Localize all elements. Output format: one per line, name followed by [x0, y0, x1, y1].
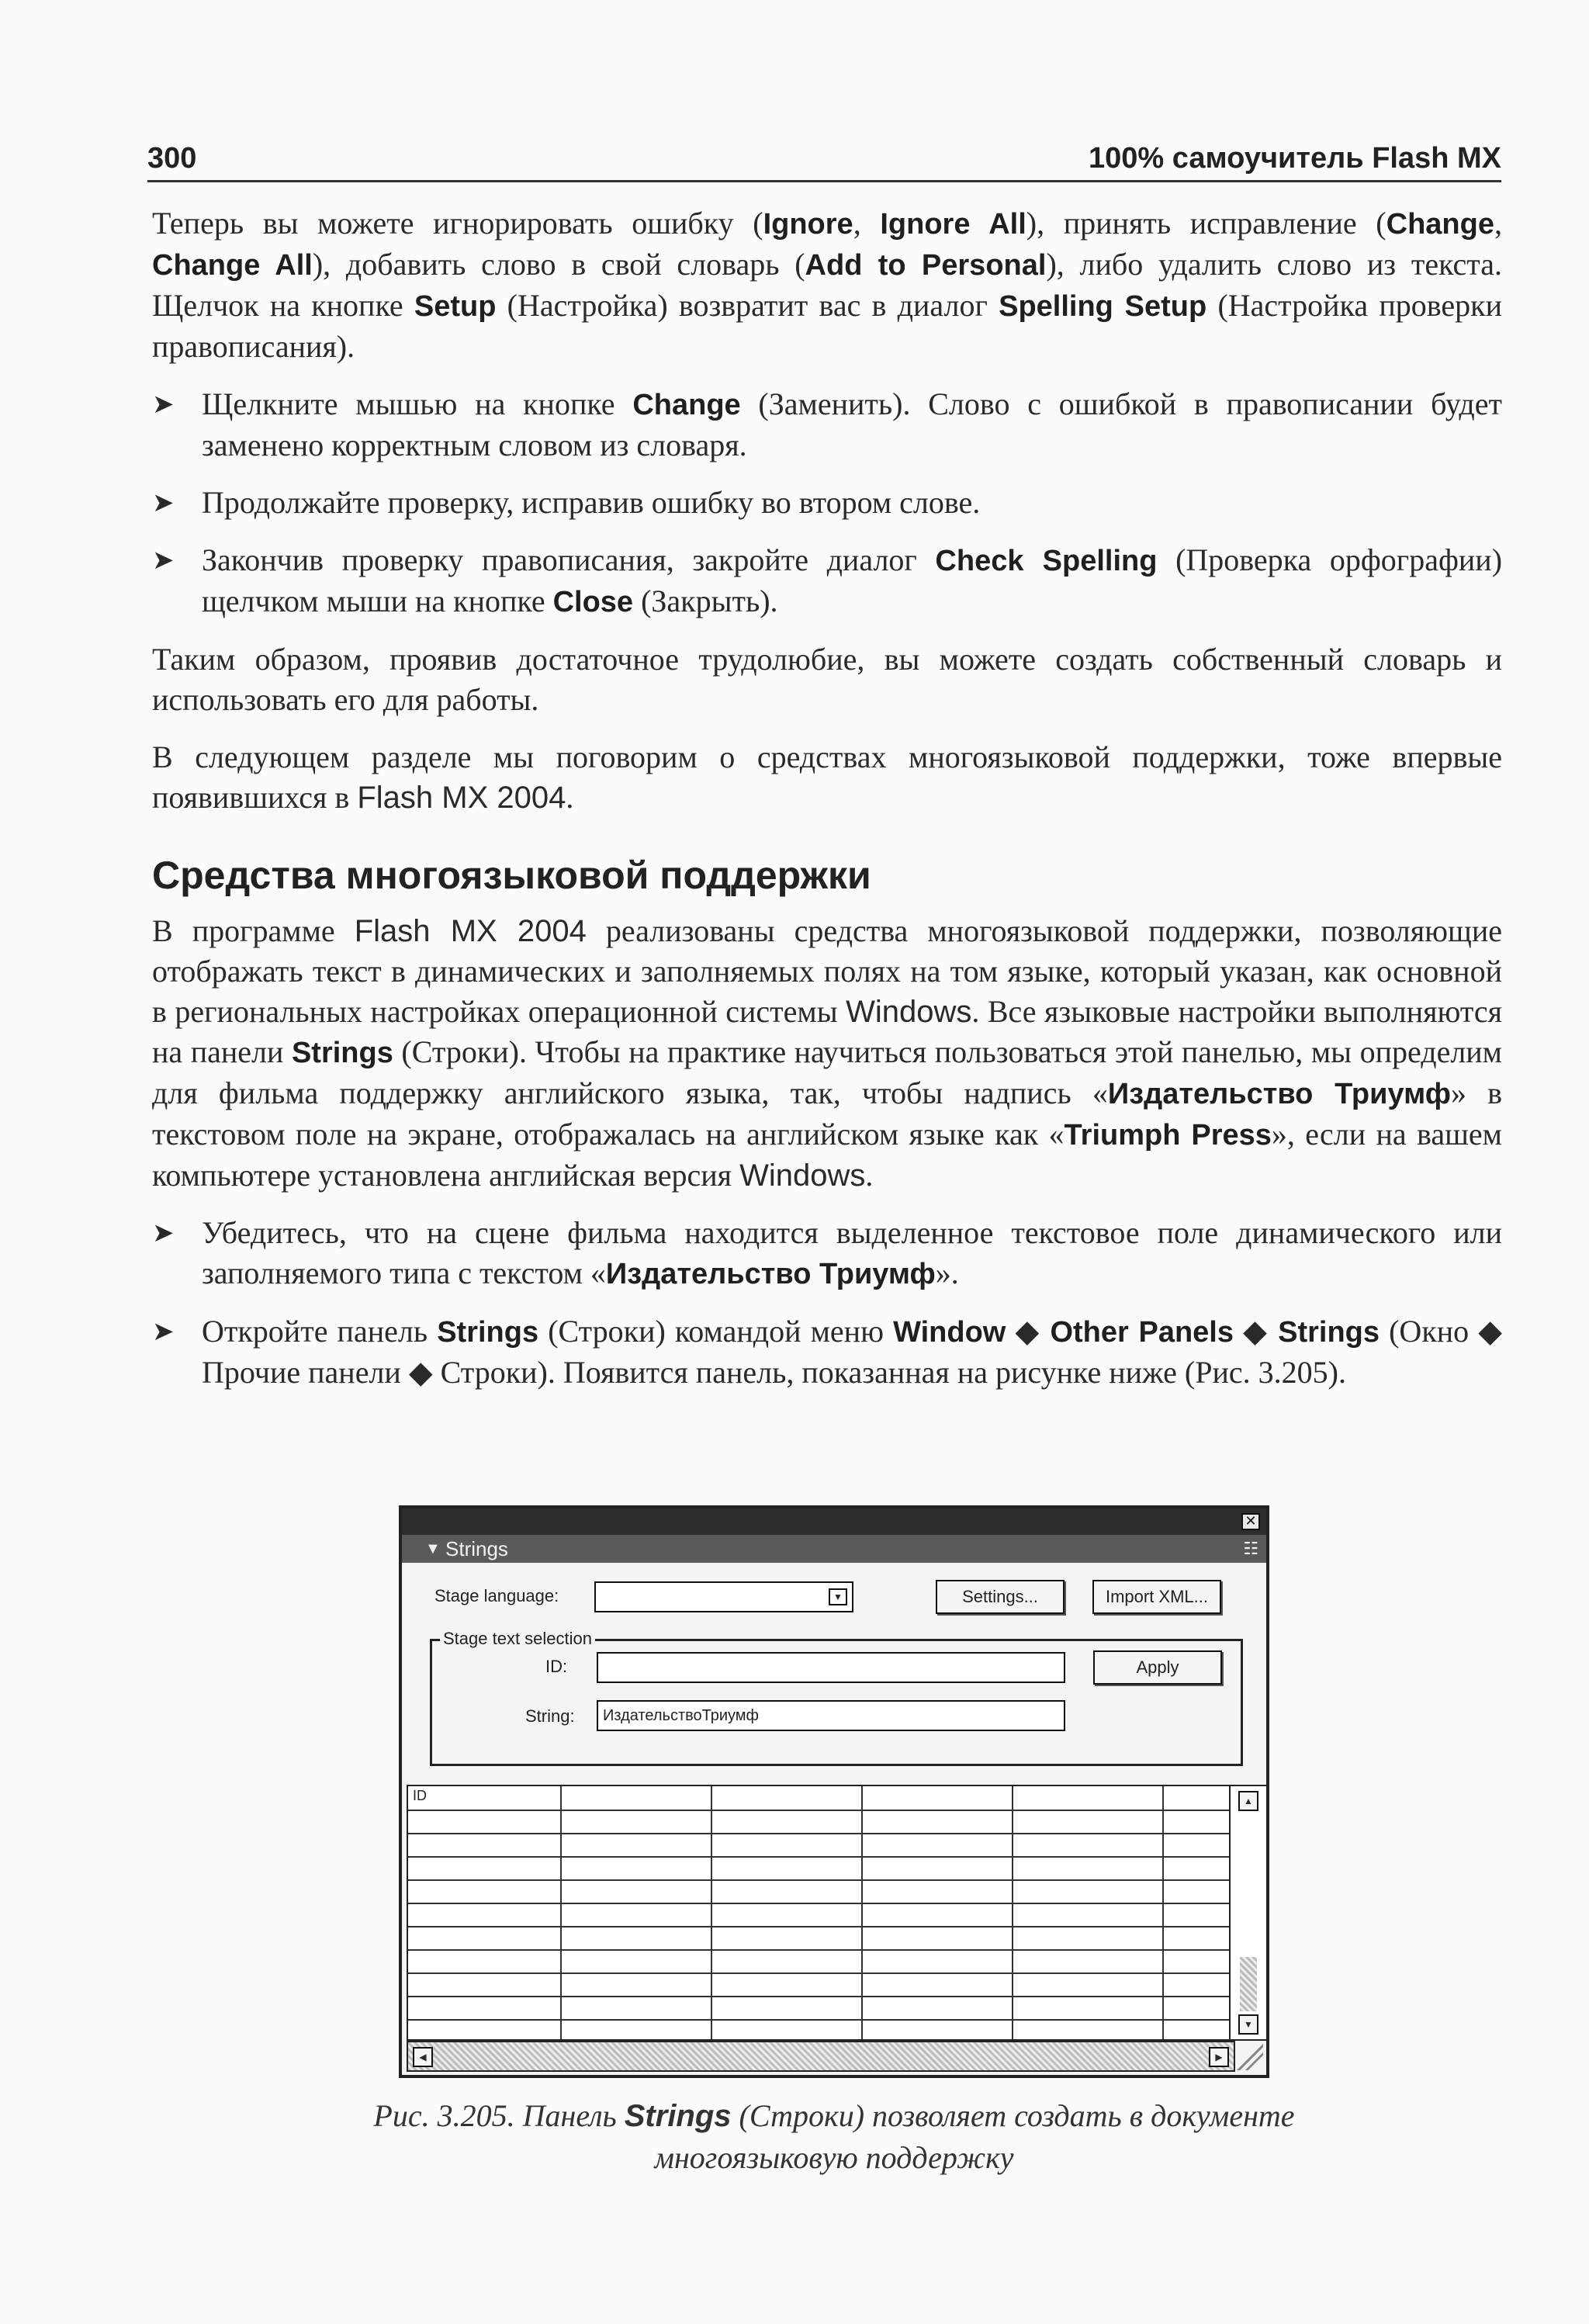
table-row[interactable]	[408, 1879, 1231, 1904]
column-divider	[1162, 1786, 1164, 2039]
collapse-triangle-icon[interactable]: ▼	[425, 1540, 441, 1557]
id-input[interactable]	[597, 1652, 1065, 1683]
bullet-change: ➤ Щелкните мышью на кнопке Change (Заменить). Слово с ошибкой в правописании будет заменено корректным словом из словаря.	[152, 384, 1502, 466]
stage-language-select[interactable]	[594, 1581, 853, 1612]
bullet-arrow-icon: ➤	[152, 389, 175, 420]
bullet-arrow-icon: ➤	[152, 1316, 175, 1347]
bullet-arrow-icon: ➤	[152, 1217, 175, 1249]
table-row[interactable]	[408, 1903, 1231, 1927]
vertical-scrollbar[interactable]	[1229, 1786, 1266, 2039]
section-title: Средства многоязыковой поддержки	[152, 854, 871, 897]
paragraph-next-section: В следующем разделе мы поговорим о средствах многоязыковой поддержки, тоже впервые появившихся в Flash MX 2004.	[152, 739, 1502, 815]
table-row[interactable]	[408, 1996, 1231, 2021]
bullet-arrow-icon: ➤	[152, 545, 175, 576]
table-row[interactable]	[408, 1833, 1231, 1858]
bullet-continue: ➤ Продолжайте проверку, исправив ошибку во втором слове.	[152, 483, 1502, 523]
bullet-open-panel: ➤ Откройте панель Strings (Строки) командой меню Window ◆ Other Panels ◆ Strings (Окно ◆ Прочие панели ◆ Строки). Появится панель, показанная на рисунке ниже (Рис. 3.205).	[152, 1311, 1502, 1393]
paragraph-summary: Таким образом, проявив достаточное трудолюбие, вы можете создать собственный словарь и использовать его для работы.	[152, 642, 1502, 717]
table-row[interactable]	[408, 1856, 1231, 1881]
stage-text-selection-group	[430, 1629, 1243, 1766]
stage-language-label: Stage language:	[434, 1586, 559, 1605]
settings-button[interactable]: Settings...	[936, 1580, 1065, 1614]
table-row[interactable]	[408, 1949, 1231, 1974]
paragraph-multilingual: В программе Flash MX 2004 реализованы средства многоязыковой поддержки, позволяющие отображать текст в динамических и заполняемых полях на том языке, который указан, как основной в региональных настройках операционной системы Windows. Все языковые настройки выполняются на панели Strings (Строки). Чтобы на практике научиться пользоваться этой панелью, мы определим для фильма поддержку английского языка, так, чтобы надпись «Издательство Триумф» в текстовом поле на экране, отображалась на английском языке как «Triumph Press», если на вашем компьютере установлена английская версия Windows.	[152, 913, 1503, 1193]
running-title: 100% самоучитель Flash MX	[1089, 142, 1501, 175]
apply-button[interactable]: Apply	[1093, 1650, 1222, 1685]
scroll-down-icon[interactable]: ▼	[1238, 2014, 1258, 2035]
scroll-thumb[interactable]	[1240, 1957, 1257, 2011]
column-divider	[560, 1786, 562, 2039]
table-row[interactable]	[408, 1972, 1231, 1997]
page-body	[152, 203, 1502, 1410]
strings-panel-figure	[399, 1505, 1269, 2078]
group-label: Stage text selection	[440, 1629, 595, 1649]
column-divider	[711, 1786, 712, 2039]
paragraph-spelling-options: Теперь вы можете игнорировать ошибку (Ignore, Ignore All), принять исправление (Change, Change All), добавить слово в свой словарь (Add to Personal), либо удалить слово из текста. Щелчок на кнопке Setup (Настройка) возвратит вас в диалог Spelling Setup (Настройка проверки правописания).	[152, 206, 1502, 364]
scroll-left-icon[interactable]: ◀	[413, 2047, 433, 2067]
import-xml-button[interactable]: Import XML...	[1092, 1580, 1221, 1614]
panel-header[interactable]	[402, 1535, 1266, 1563]
resize-grip-icon[interactable]	[1237, 2044, 1263, 2070]
table-row[interactable]	[408, 1926, 1231, 1951]
bullet-close-dialog: ➤ Закончив проверку правописания, закройте диалог Check Spelling (Проверка орфографии) щелчком мыши на кнопке Close (Закрыть).	[152, 540, 1502, 622]
scroll-up-icon[interactable]: ▲	[1238, 1791, 1258, 1811]
scroll-right-icon[interactable]: ▶	[1209, 2047, 1229, 2067]
id-label: ID:	[545, 1657, 568, 1676]
table-header-row	[408, 1786, 1231, 1811]
panel-title: Strings	[445, 1537, 508, 1560]
close-icon[interactable]: ✕	[1241, 1513, 1260, 1530]
panel-titlebar	[402, 1508, 1266, 1535]
column-divider	[861, 1786, 863, 2039]
page-number: 300	[147, 142, 197, 175]
string-input[interactable]: ИздательствоТриумф	[597, 1700, 1065, 1731]
table-row[interactable]	[408, 1810, 1231, 1834]
strings-table[interactable]	[407, 1785, 1268, 2041]
panel-options-menu-icon[interactable]: ☷	[1243, 1539, 1258, 1558]
horizontal-scrollbar[interactable]	[407, 2041, 1235, 2072]
column-header-id: ID	[413, 1788, 427, 1803]
bullet-arrow-icon: ➤	[152, 487, 175, 518]
dropdown-arrow-icon[interactable]: ▼	[829, 1588, 847, 1605]
page-header	[147, 137, 1501, 182]
string-label: String:	[525, 1706, 575, 1726]
bullet-select-field: ➤ Убедитесь, что на сцене фильма находится выделенное текстовое поле динамического или заполняемого типа с текстом «Издательство Триумф».	[152, 1213, 1502, 1294]
column-divider	[1012, 1786, 1013, 2039]
figure-caption: Рис. 3.205. Панель Strings (Строки) позволяет создать в документе многоязыковую поддержку	[373, 2098, 1295, 2175]
